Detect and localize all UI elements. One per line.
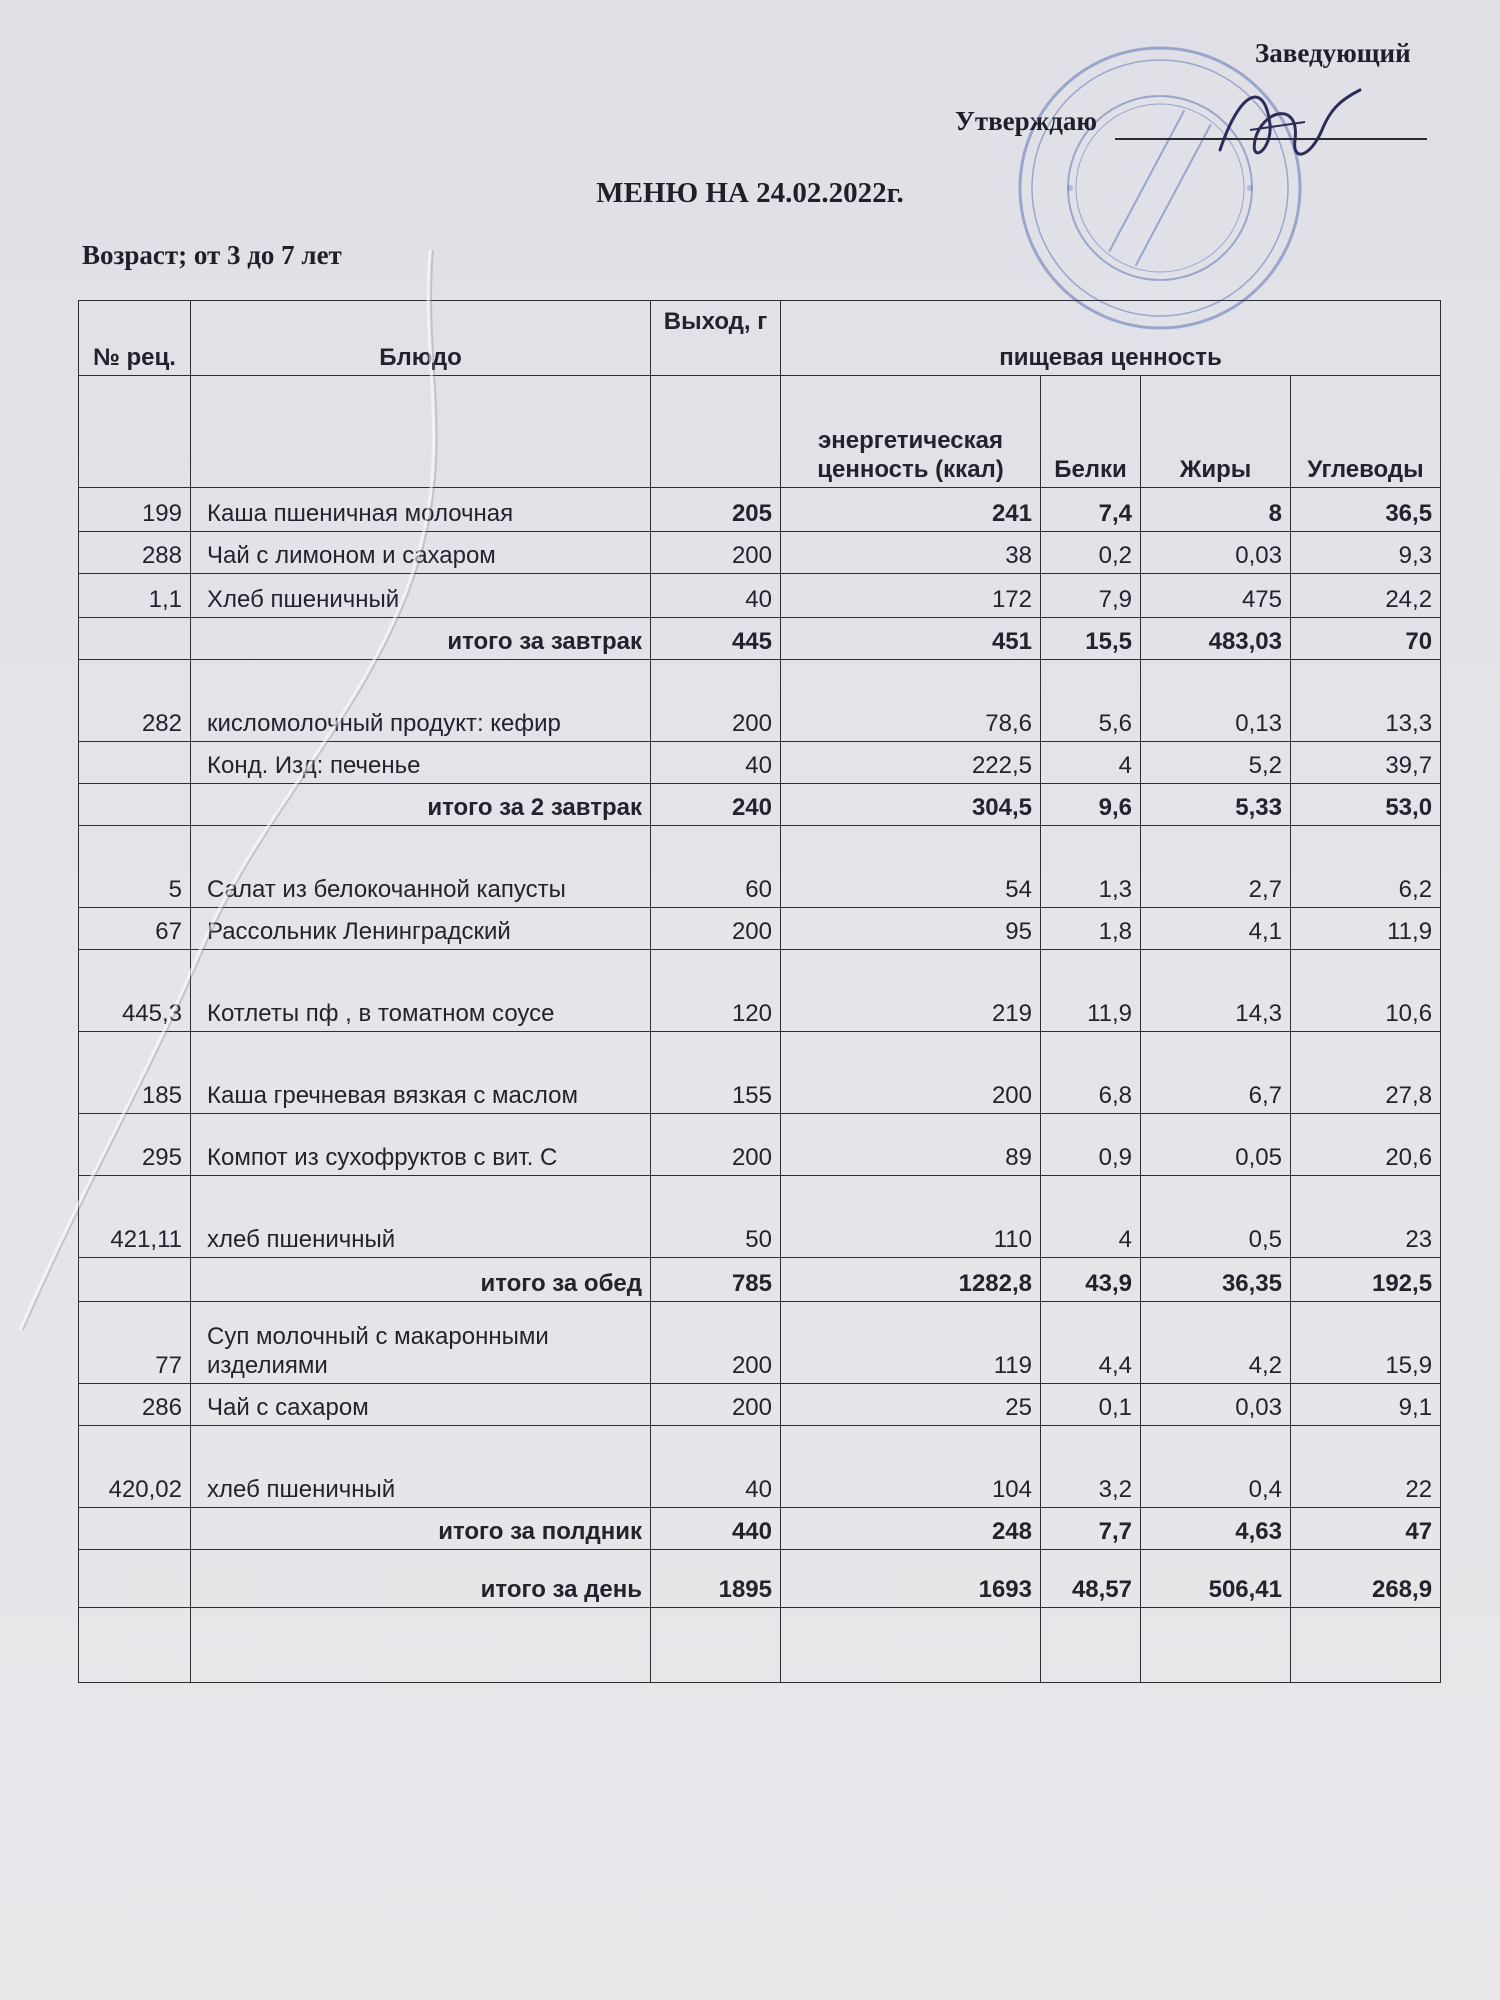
- energy-cell: 200: [781, 1032, 1041, 1114]
- fat-cell: 0,5: [1141, 1176, 1291, 1258]
- recipe-number-cell: 295: [79, 1114, 191, 1176]
- fat-cell: 4,2: [1141, 1302, 1291, 1384]
- approve-label: Утверждаю: [955, 106, 1098, 136]
- energy-cell: 304,5: [781, 784, 1041, 826]
- total-row: [79, 1508, 1441, 1550]
- yield-cell: 785: [651, 1258, 781, 1302]
- protein-cell: 48,57: [1041, 1550, 1141, 1608]
- fat-cell: 506,41: [1141, 1550, 1291, 1608]
- dish-name-cell: итого за завтрак: [191, 618, 651, 660]
- dish-name-cell: итого за 2 завтрак: [191, 784, 651, 826]
- energy-cell: 89: [781, 1114, 1041, 1176]
- carbs-cell: 24,2: [1291, 574, 1441, 618]
- fat-cell: 0,05: [1141, 1114, 1291, 1176]
- protein-cell: 3,2: [1041, 1426, 1141, 1508]
- yield-cell: 240: [651, 784, 781, 826]
- dish-name-cell: хлеб пшеничный: [191, 1426, 651, 1508]
- header-empty-cell: [79, 376, 191, 488]
- table-row: [79, 950, 1441, 1032]
- header-yield: Выход, г: [651, 301, 781, 376]
- table-row: [79, 574, 1441, 618]
- signature-line: [1115, 138, 1427, 140]
- protein-cell: 4,4: [1041, 1302, 1141, 1384]
- yield-cell: 155: [651, 1032, 781, 1114]
- recipe-number-cell: 420,02: [79, 1426, 191, 1508]
- protein-cell: 4: [1041, 1176, 1141, 1258]
- header-fat: Жиры: [1141, 376, 1291, 488]
- carbs-cell: 9,3: [1291, 532, 1441, 574]
- recipe-number-cell: [79, 784, 191, 826]
- dish-name-cell: итого за день: [191, 1550, 651, 1608]
- yield-cell: 120: [651, 950, 781, 1032]
- fat-cell: 5,2: [1141, 742, 1291, 784]
- recipe-number-cell: 282: [79, 660, 191, 742]
- recipe-number-cell: 445,3: [79, 950, 191, 1032]
- menu-table-body: [79, 488, 1441, 1608]
- protein-cell: 7,7: [1041, 1508, 1141, 1550]
- protein-cell: 7,4: [1041, 488, 1141, 532]
- protein-cell: 5,6: [1041, 660, 1141, 742]
- table-row: [79, 532, 1441, 574]
- dish-name-cell: итого за полдник: [191, 1508, 651, 1550]
- header-energy: энергетическая ценность (ккал): [781, 376, 1041, 488]
- carbs-cell: 27,8: [1291, 1032, 1441, 1114]
- yield-cell: 40: [651, 574, 781, 618]
- protein-cell: 0,1: [1041, 1384, 1141, 1426]
- table-row: [79, 488, 1441, 532]
- energy-cell: 248: [781, 1508, 1041, 1550]
- dish-name-cell: Чай с сахаром: [191, 1384, 651, 1426]
- table-row: [79, 1384, 1441, 1426]
- yield-cell: 40: [651, 742, 781, 784]
- protein-cell: 0,2: [1041, 532, 1141, 574]
- recipe-number-cell: [79, 618, 191, 660]
- energy-cell: 25: [781, 1384, 1041, 1426]
- energy-cell: 38: [781, 532, 1041, 574]
- yield-cell: 200: [651, 1384, 781, 1426]
- protein-cell: 43,9: [1041, 1258, 1141, 1302]
- recipe-number-cell: 286: [79, 1384, 191, 1426]
- yield-cell: 40: [651, 1426, 781, 1508]
- total-row: [79, 618, 1441, 660]
- carbs-cell: 10,6: [1291, 950, 1441, 1032]
- fat-cell: 36,35: [1141, 1258, 1291, 1302]
- recipe-number-cell: 421,11: [79, 1176, 191, 1258]
- recipe-number-cell: 77: [79, 1302, 191, 1384]
- header-nutrition: пищевая ценность: [781, 301, 1441, 376]
- page-title: МЕНЮ НА 24.02.2022г.: [596, 177, 904, 209]
- energy-cell: 222,5: [781, 742, 1041, 784]
- recipe-number-cell: 185: [79, 1032, 191, 1114]
- protein-cell: 6,8: [1041, 1032, 1141, 1114]
- fat-cell: 475: [1141, 574, 1291, 618]
- header-protein: Белки: [1041, 376, 1141, 488]
- header-carbs: Углеводы: [1291, 376, 1441, 488]
- dish-name-cell: Компот из сухофруктов с вит. С: [191, 1114, 651, 1176]
- dish-name-cell: Каша пшеничная молочная: [191, 488, 651, 532]
- dish-name-cell: Чай с лимоном и сахаром: [191, 532, 651, 574]
- dish-name-cell: Суп молочный с макаронными изделиями: [191, 1302, 651, 1384]
- energy-cell: 54: [781, 826, 1041, 908]
- table-row: [79, 1426, 1441, 1508]
- protein-cell: 9,6: [1041, 784, 1141, 826]
- fat-cell: 483,03: [1141, 618, 1291, 660]
- dish-name-cell: Конд. Изд: печенье: [191, 742, 651, 784]
- table-row: [79, 660, 1441, 742]
- yield-cell: 440: [651, 1508, 781, 1550]
- fat-cell: 6,7: [1141, 1032, 1291, 1114]
- dish-name-cell: Хлеб пшеничный: [191, 574, 651, 618]
- protein-cell: 1,8: [1041, 908, 1141, 950]
- energy-cell: 451: [781, 618, 1041, 660]
- table-row: [79, 742, 1441, 784]
- fat-cell: 0,13: [1141, 660, 1291, 742]
- carbs-cell: 22: [1291, 1426, 1441, 1508]
- yield-cell: 200: [651, 1302, 781, 1384]
- dish-name-cell: Рассольник Ленинградский: [191, 908, 651, 950]
- recipe-number-cell: [79, 1550, 191, 1608]
- carbs-cell: 53,0: [1291, 784, 1441, 826]
- carbs-cell: 268,9: [1291, 1550, 1441, 1608]
- carbs-cell: 13,3: [1291, 660, 1441, 742]
- protein-cell: 0,9: [1041, 1114, 1141, 1176]
- carbs-cell: 6,2: [1291, 826, 1441, 908]
- energy-cell: 241: [781, 488, 1041, 532]
- recipe-number-cell: 5: [79, 826, 191, 908]
- total-row: [79, 784, 1441, 826]
- table-row: [79, 1114, 1441, 1176]
- carbs-cell: 39,7: [1291, 742, 1441, 784]
- carbs-cell: 11,9: [1291, 908, 1441, 950]
- energy-cell: 219: [781, 950, 1041, 1032]
- table-row: [79, 826, 1441, 908]
- fat-cell: 0,4: [1141, 1426, 1291, 1508]
- carbs-cell: 47: [1291, 1508, 1441, 1550]
- table-row: [79, 1302, 1441, 1384]
- carbs-cell: 36,5: [1291, 488, 1441, 532]
- table-empty-row: [79, 1608, 1441, 1683]
- dish-name-cell: хлеб пшеничный: [191, 1176, 651, 1258]
- total-row: [79, 1258, 1441, 1302]
- recipe-number-cell: [79, 1508, 191, 1550]
- yield-cell: 200: [651, 660, 781, 742]
- recipe-number-cell: [79, 1258, 191, 1302]
- yield-cell: 200: [651, 908, 781, 950]
- dish-name-cell: Котлеты пф , в томатном соусе: [191, 950, 651, 1032]
- energy-cell: 78,6: [781, 660, 1041, 742]
- dish-name-cell: кисломолочный продукт: кефир: [191, 660, 651, 742]
- yield-cell: 50: [651, 1176, 781, 1258]
- recipe-number-cell: 1,1: [79, 574, 191, 618]
- carbs-cell: 23: [1291, 1176, 1441, 1258]
- protein-cell: 1,3: [1041, 826, 1141, 908]
- carbs-cell: 15,9: [1291, 1302, 1441, 1384]
- total-row: [79, 1550, 1441, 1608]
- energy-cell: 1693: [781, 1550, 1041, 1608]
- table-row: [79, 1176, 1441, 1258]
- energy-cell: 119: [781, 1302, 1041, 1384]
- protein-cell: 15,5: [1041, 618, 1141, 660]
- carbs-cell: 192,5: [1291, 1258, 1441, 1302]
- fat-cell: 2,7: [1141, 826, 1291, 908]
- dish-name-cell: итого за обед: [191, 1258, 651, 1302]
- protein-cell: 7,9: [1041, 574, 1141, 618]
- energy-cell: 110: [781, 1176, 1041, 1258]
- fat-cell: 0,03: [1141, 1384, 1291, 1426]
- fat-cell: 5,33: [1141, 784, 1291, 826]
- header-recipe-number: № рец.: [79, 301, 191, 376]
- carbs-cell: 70: [1291, 618, 1441, 660]
- table-row: [79, 908, 1441, 950]
- fat-cell: 8: [1141, 488, 1291, 532]
- header-empty-cell: [651, 376, 781, 488]
- dish-name-cell: Салат из белокочанной капусты: [191, 826, 651, 908]
- yield-cell: 1895: [651, 1550, 781, 1608]
- energy-cell: 95: [781, 908, 1041, 950]
- protein-cell: 11,9: [1041, 950, 1141, 1032]
- recipe-number-cell: 199: [79, 488, 191, 532]
- yield-cell: 205: [651, 488, 781, 532]
- dish-name-cell: Каша гречневая вязкая с маслом: [191, 1032, 651, 1114]
- yield-cell: 445: [651, 618, 781, 660]
- energy-cell: 172: [781, 574, 1041, 618]
- carbs-cell: 9,1: [1291, 1384, 1441, 1426]
- recipe-number-cell: [79, 742, 191, 784]
- carbs-cell: 20,6: [1291, 1114, 1441, 1176]
- recipe-number-cell: 67: [79, 908, 191, 950]
- fat-cell: 14,3: [1141, 950, 1291, 1032]
- energy-cell: 1282,8: [781, 1258, 1041, 1302]
- yield-cell: 200: [651, 1114, 781, 1176]
- table-row: [79, 1032, 1441, 1114]
- recipe-number-cell: 288: [79, 532, 191, 574]
- header-empty-cell: [191, 376, 651, 488]
- signature-scribble: [1210, 70, 1370, 180]
- yield-cell: 200: [651, 532, 781, 574]
- approver-title: Заведующий: [1255, 38, 1411, 68]
- age-group-label: Возраст; от 3 до 7 лет: [82, 240, 342, 270]
- protein-cell: 4: [1041, 742, 1141, 784]
- header-dish: Блюдо: [191, 301, 651, 376]
- fat-cell: 4,1: [1141, 908, 1291, 950]
- yield-cell: 60: [651, 826, 781, 908]
- energy-cell: 104: [781, 1426, 1041, 1508]
- menu-table: [78, 300, 1441, 1683]
- fat-cell: 4,63: [1141, 1508, 1291, 1550]
- fat-cell: 0,03: [1141, 532, 1291, 574]
